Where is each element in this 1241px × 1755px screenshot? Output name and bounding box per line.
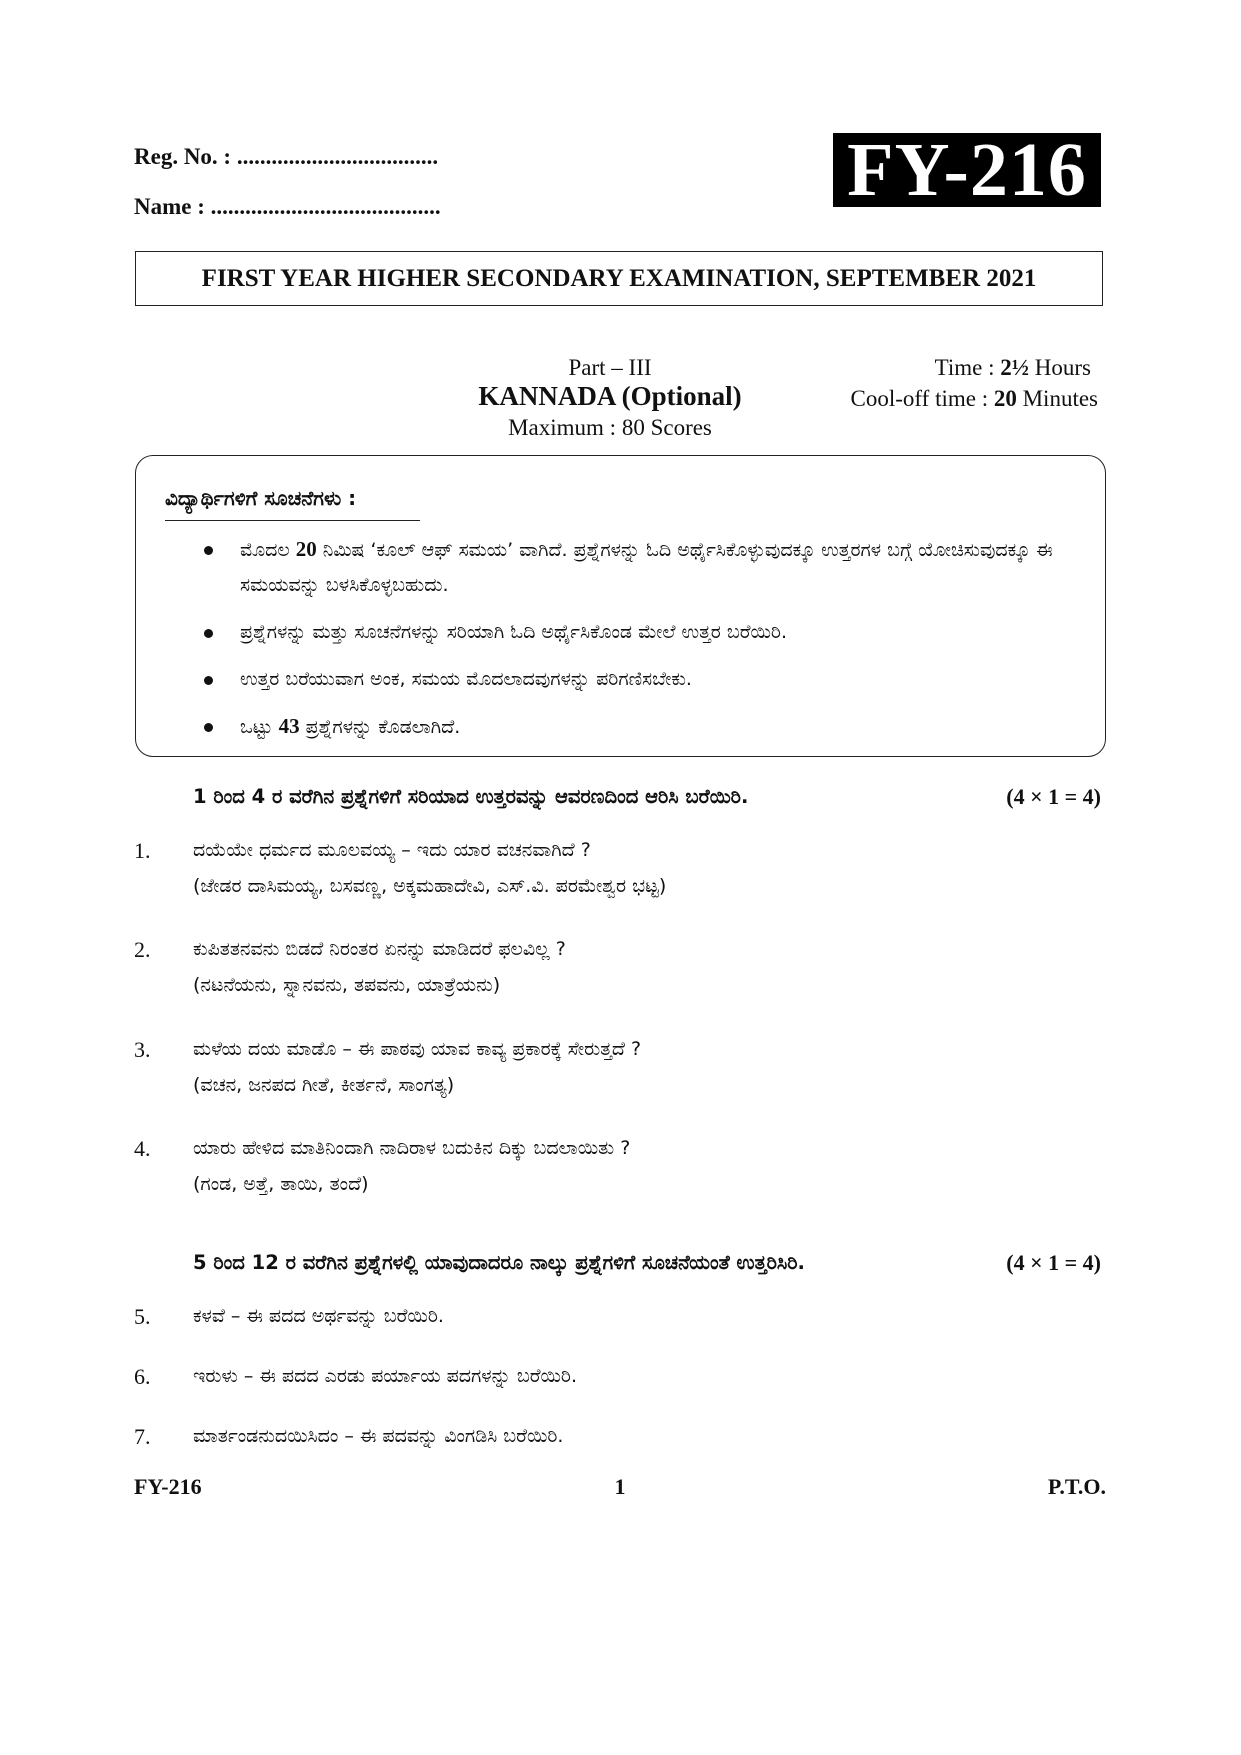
question xyxy=(193,1031,1073,1103)
cooloff-label: Cool-off time : xyxy=(850,386,994,411)
page-number: 1 xyxy=(614,1474,626,1499)
cooloff-value: 20 xyxy=(993,386,1017,411)
question xyxy=(193,931,1073,1003)
question-options: (ಗಂಡ, ಅತ್ತೆ, ತಾಯಿ, ತಂದೆ) xyxy=(193,1173,369,1195)
instruction-text: ಮೊದಲ xyxy=(240,539,296,561)
question-text: ಕುಪಿತತನವನು ಬಿಡದೆ ನಿರಂತರ ಏನನ್ನು ಮಾಡಿದರೆ ಫಲವಿಲ್ಲ ? xyxy=(193,938,566,960)
section-marks: (4 × 1 = 4) xyxy=(1006,1250,1101,1275)
question-number: 4. xyxy=(134,1136,151,1161)
question-text: ಮಾರ್ತಂಡನುದಯಿಸಿದಂ – ಈ ಪದವನ್ನು ವಿಂಗಡಿಸಿ ಬರೆಯಿರಿ. xyxy=(193,1425,564,1447)
question-number: 2. xyxy=(134,937,151,962)
cooloff-unit: Minutes xyxy=(1016,386,1098,411)
time-value: 2½ xyxy=(1000,355,1030,380)
max-score: Maximum : 80 Scores xyxy=(508,415,712,440)
question xyxy=(193,1130,1073,1202)
question-number: 7. xyxy=(134,1424,151,1449)
question-text: ಕಳವೆ – ಈ ಪದದ ಅರ್ಥವನ್ನು ಬರೆಯಿರಿ. xyxy=(193,1305,444,1327)
question-text: ದಯೆಯೇ ಧರ್ಮದ ಮೂಲವಯ್ಯ – ಇದು ಯಾರ ವಚನವಾಗಿದೆ ? xyxy=(193,839,591,861)
pto-label: P.T.O. xyxy=(1047,1474,1106,1499)
section-marks: (4 × 1 = 4) xyxy=(1006,784,1101,809)
name-field: Name : ........................................ xyxy=(134,194,441,219)
time-unit: Hours xyxy=(1029,355,1091,380)
instruction-text: ಉತ್ತರ ಬರೆಯುವಾಗ ಅಂಕ, ಸಮಯ ಮೊದಲಾದವುಗಳನ್ನು ಪರಿಗಣಿಸಬೇಕು. xyxy=(240,668,692,690)
section-instruction: 5 ರಿಂದ 12 ರ ವರೆಗಿನ ಪ್ರಶ್ನೆಗಳಲ್ಲಿ ಯಾವುದಾದರೂ ನಾಲ್ಕು ಪ್ರಶ್ನೆಗಳಿಗೆ ಸೂಚನೆಯಂತೆ ಉತ್ತರಿಸಿರಿ. xyxy=(193,1251,805,1274)
question-number: 3. xyxy=(134,1037,151,1062)
subject-title: KANNADA (Optional) xyxy=(478,381,742,411)
instruction-item xyxy=(200,709,1070,745)
footer-paper-code: FY-216 xyxy=(134,1474,202,1499)
question-text: ಇರುಳು – ಈ ಪದದ ಎರಡು ಪರ್ಯಾಯ ಪದಗಳನ್ನು ಬರೆಯಿರಿ. xyxy=(193,1365,577,1387)
time-label: Time : xyxy=(934,355,1001,380)
instructions-list xyxy=(200,532,1070,757)
time-info xyxy=(935,355,1091,381)
instruction-number: 20 xyxy=(295,537,317,561)
question-text: ಮಳೆಯ ದಯ ಮಾಡೊ – ಈ ಪಾಠವು ಯಾವ ಕಾವ್ಯ ಪ್ರಕಾರಕ್ಕೆ ಸೇರುತ್ತದೆ ? xyxy=(193,1038,642,1060)
question-options: (ನಟನೆಯನು, ಸ್ನಾನವನು, ತಪವನು, ಯಾತ್ರೆಯನು) xyxy=(193,974,501,996)
exam-title-box xyxy=(135,251,1103,306)
question-text: ಯಾರು ಹೇಳಿದ ಮಾತಿನಿಂದಾಗಿ ನಾದಿರಾಳ ಬದುಕಿನ ದಿಕ್ಕು ಬದಲಾಯಿತು ? xyxy=(193,1137,631,1159)
instruction-item xyxy=(200,615,1070,650)
instruction-item xyxy=(200,662,1070,697)
paper-code-badge: FY-216 xyxy=(833,133,1101,207)
exam-title: FIRST YEAR HIGHER SECONDARY EXAMINATION, SEPTEMBER 2021 xyxy=(201,264,1037,292)
question-options: (ವಚನ, ಜನಪದ ಗೀತೆ, ಕೀರ್ತನೆ, ಸಾಂಗತ್ಯ) xyxy=(193,1074,455,1096)
instruction-text: ಪ್ರಶ್ನೆಗಳನ್ನು ಮತ್ತು ಸೂಚನೆಗಳನ್ನು ಸರಿಯಾಗಿ ಓದಿ ಅರ್ಥೈಸಿಕೊಂಡ ಮೇಲೆ ಉತ್ತರ ಬರೆಯಿರಿ. xyxy=(240,621,788,643)
question-number: 5. xyxy=(134,1304,151,1329)
reg-no-field: Reg. No. : ................................... xyxy=(134,144,439,169)
instruction-text: ನಿಮಿಷ ‘ಕೂಲ್ ಆಫ್ ಸಮಯ’ ವಾಗಿದೆ. ಪ್ರಶ್ನೆಗಳನ್ನು ಓದಿ ಅರ್ಥೈಸಿಕೊಳ್ಳುವುದಕ್ಕೂ ಉತ್ತರಗಳ ಬಗ್ಗೆ ಯೋಚಿಸುವುದಕ್ಕೂ ಈ ಸಮಯವನ್ನು ಬಳಸಿಕೊಳ್ಳಬಹುದು. xyxy=(240,539,1053,596)
instruction-item xyxy=(200,532,1070,603)
question xyxy=(193,832,1073,904)
question-number: 6. xyxy=(134,1364,151,1389)
instructions-title: ವಿದ್ಯಾರ್ಥಿಗಳಿಗೆ ಸೂಚನೆಗಳು : xyxy=(165,486,420,521)
section-instruction: 1 ರಿಂದ 4 ರ ವರೆಗಿನ ಪ್ರಶ್ನೆಗಳಿಗೆ ಸರಿಯಾದ ಉತ್ತರವನ್ನು ಆವರಣದಿಂದ ಆರಿಸಿ ಬರೆಯಿರಿ. xyxy=(193,785,749,808)
question-options: (ಜೇಡರ ದಾಸಿಮಯ್ಯ, ಬಸವಣ್ಣ, ಅಕ್ಕಮಹಾದೇವಿ, ಎಸ್.ವಿ. ಪರಮೇಶ್ವರ ಭಟ್ಟ) xyxy=(193,875,667,897)
instruction-text: ಪ್ರಶ್ನೆಗಳನ್ನು ಕೊಡಲಾಗಿದೆ. xyxy=(299,716,461,738)
question-number: 1. xyxy=(134,838,151,863)
cooloff-info xyxy=(851,386,1098,412)
instruction-number: 43 xyxy=(278,714,300,738)
instruction-text: ಒಟ್ಟು xyxy=(240,716,279,738)
part-label: Part – III xyxy=(568,355,652,380)
